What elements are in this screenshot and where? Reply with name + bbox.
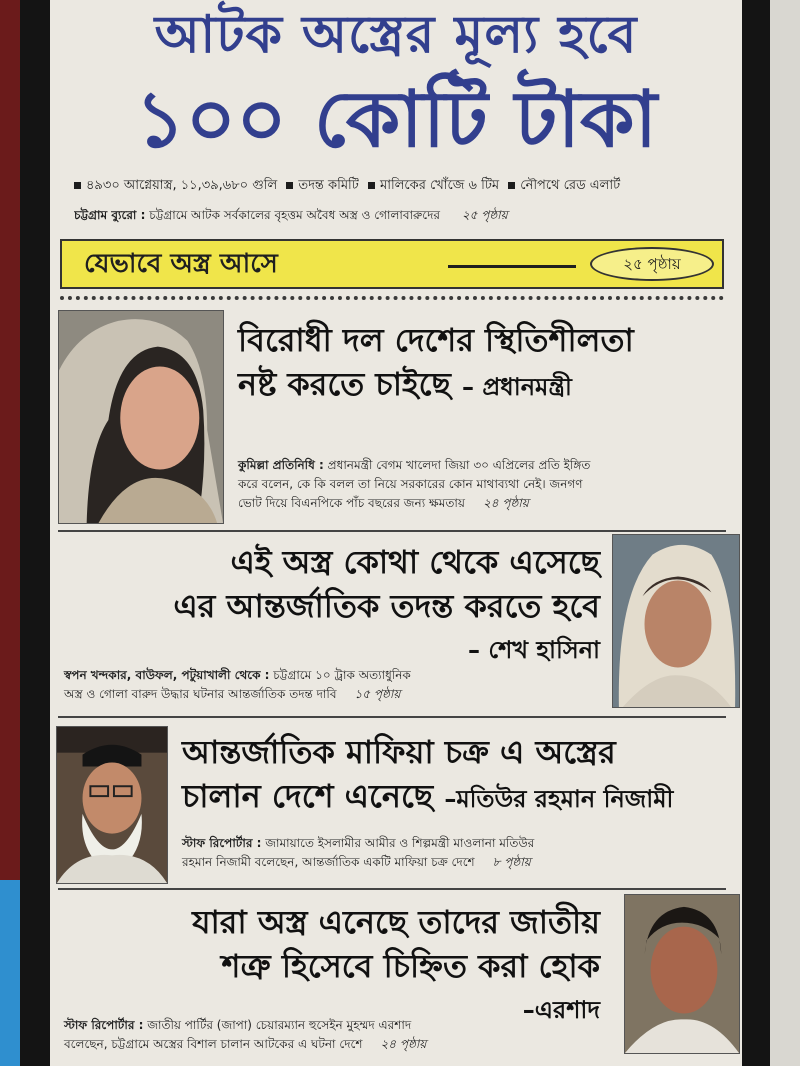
main-headline-line2: ১০০ কোটি টাকা	[134, 75, 658, 165]
portrait-photo	[56, 726, 168, 884]
key-point: তদন্ত কমিটি	[286, 178, 359, 193]
story-divider	[58, 530, 726, 532]
story-headline: আন্তর্জাতিক মাফিয়া চক্র এ অস্ত্রের চালান দেশে এনেছে –মতিউর রহমান নিজামী	[182, 733, 674, 815]
banner-text: যেভাবে অস্ত্র আসে	[84, 249, 278, 279]
banner-strip	[60, 239, 724, 289]
left-black-border	[20, 0, 50, 1066]
bureau-text: চট্টগ্রামে আটক সর্বকালের বৃহত্তম অবৈধ অস্ত্র ও গোলাবারুদের	[149, 208, 440, 222]
page-reference: ২৪ পৃষ্ঠায়	[482, 496, 529, 510]
bullet-icon	[508, 182, 515, 189]
bullet-icon	[368, 182, 375, 189]
main-headline-line1: আটক অস্ত্রের মূল্য হবে	[154, 5, 638, 65]
story-source: স্বপন খন্দকার, বাউফল, পটুয়াখালী থেকে :	[64, 668, 270, 682]
banner-page-reference: ২৫ পৃষ্ঠায়	[590, 247, 714, 281]
page-reference: ২৫ পৃষ্ঠায়	[461, 208, 508, 222]
portrait-photo	[612, 534, 740, 708]
lead-story-intro	[74, 206, 734, 224]
bullet-icon	[286, 182, 293, 189]
story-divider	[58, 888, 726, 890]
adjacent-page-edge	[0, 880, 20, 1066]
story-summary: স্টাফ রিপোর্টার : জাতীয় পার্টির (জাপা) চেয়ারম্যান হুসেইন মুহম্মদ এরশাদ বলেছেন, চট্টগ্রামে অস্ত্রের বিশাল চালান আটকের এ ঘটনা দেশে ২৪ পৃষ্ঠায়	[64, 1018, 427, 1051]
story-source: কুমিল্লা প্রতিনিধি :	[238, 458, 324, 472]
story-attribution: – প্রধানমন্ত্রী	[462, 373, 572, 401]
bullet-icon	[74, 182, 81, 189]
story-headline: যারা অস্ত্র এনেছে তাদের জাতীয় শত্রু হিসেবে চিহ্নিত করা হোক –এরশাদ	[60, 900, 600, 1032]
story-source: স্টাফ রিপোর্টার :	[64, 1018, 144, 1032]
newspaper-page	[50, 0, 742, 1066]
story-source: স্টাফ রিপোর্টার :	[182, 836, 262, 850]
left-page-edge	[0, 0, 20, 1066]
page-reference: ১৫ পৃষ্ঠায়	[354, 687, 401, 701]
story-attribution: – শেখ হাসিনা	[468, 636, 600, 664]
key-point: মালিকের খোঁজে ৬ টিম	[368, 178, 499, 193]
key-point: ৪৯৩০ আগ্নেয়াস্ত্র, ১১,৩৯,৬৮০ গুলি	[74, 178, 277, 193]
story-divider	[58, 716, 726, 718]
story-summary: কুমিল্লা প্রতিনিধি : প্রধানমন্ত্রী বেগম খালেদা জিয়া ৩০ এপ্রিলের প্রতি ইঙ্গিত করে বলেন, কে কি বলল তা নিয়ে সরকারের কোন মাথাব্যথা নেই। জনগণ ভোট দিয়ে বিএনপিকে পাঁচ বছরের জন্য ক্ষমতায় ২৪ পৃষ্ঠায়	[238, 458, 591, 510]
right-black-border	[742, 0, 770, 1066]
page-reference: ৮ পৃষ্ঠায়	[492, 855, 531, 869]
key-points	[74, 176, 734, 196]
right-page-margin	[770, 0, 800, 1066]
story-attribution: –এরশাদ	[522, 996, 600, 1024]
story-summary: স্বপন খন্দকার, বাউফল, পটুয়াখালী থেকে : চট্টগ্রামে ১০ ট্রাক অত্যাধুনিক অস্ত্র ও গোলা বারুদ উদ্ধার ঘটনার আন্তর্জাতিক তদন্ত দাবি ১৫ পৃষ্ঠায়	[64, 668, 411, 701]
portrait-photo	[624, 894, 740, 1054]
story-headline: বিরোধী দল দেশের স্থিতিশীলতা নষ্ট করতে চাইছে – প্রধানমন্ত্রী	[238, 321, 634, 403]
page-reference: ২৪ পৃষ্ঠায়	[380, 1037, 427, 1051]
key-point: নৌপথে রেড এলার্ট	[508, 178, 620, 193]
story-summary: স্টাফ রিপোর্টার : জামায়াতে ইসলামীর আমীর ও শিল্পমন্ত্রী মাওলানা মতিউর রহমান নিজামী বলেছেন, আন্তর্জাতিক একটি মাফিয়া চক্র দেশে ৮ পৃষ্ঠায়	[182, 836, 535, 869]
banner-rule	[448, 265, 576, 268]
dotted-divider	[60, 296, 724, 300]
story-attribution: –মতিউর রহমান নিজামী	[444, 785, 674, 813]
story-headline: এই অস্ত্র কোথা থেকে এসেছে এর আন্তর্জাতিক তদন্ত করতে হবে – শেখ হাসিনা	[60, 540, 600, 672]
portrait-photo	[58, 310, 224, 524]
bureau-source: চট্টগ্রাম ব্যুরো :	[74, 208, 146, 222]
